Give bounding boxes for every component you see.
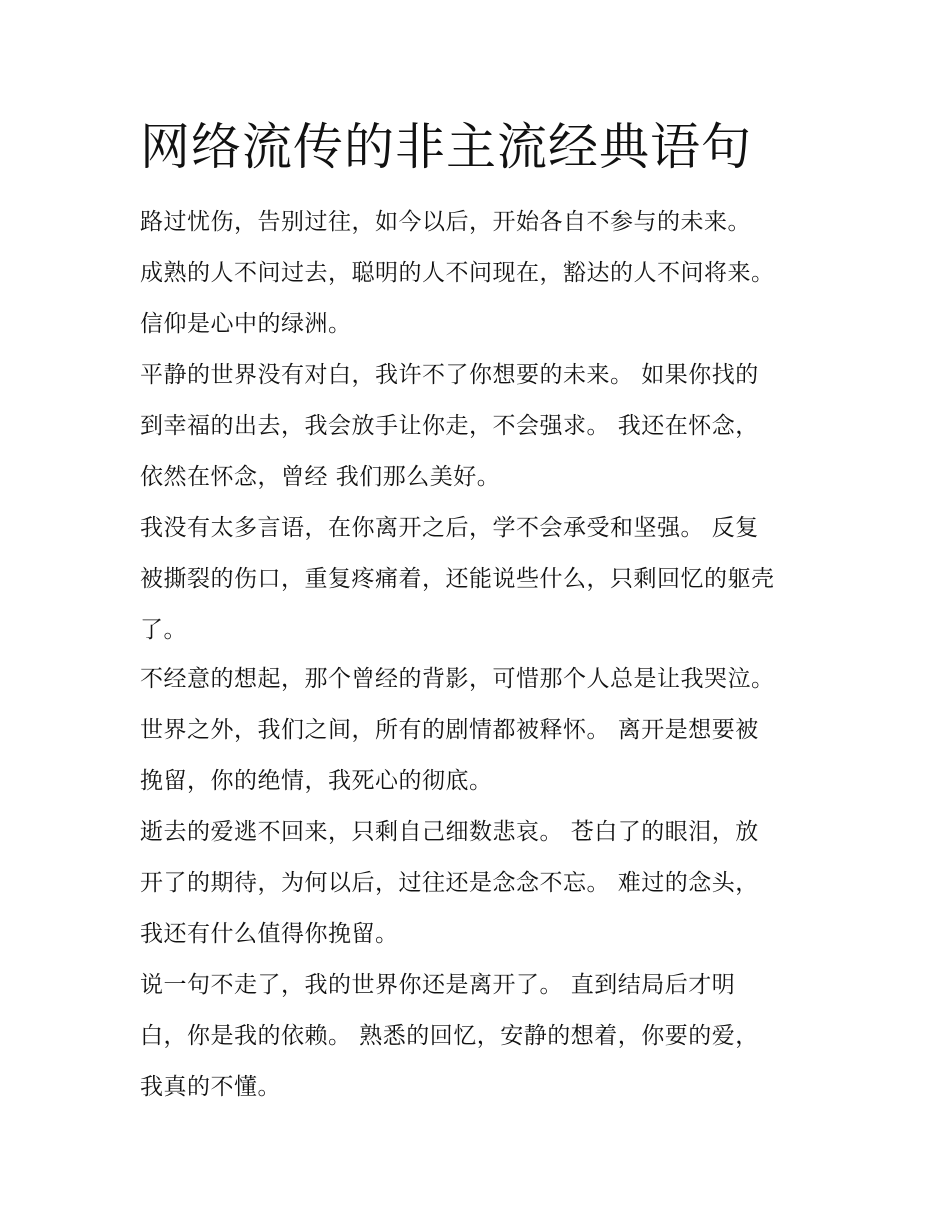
text-line: 我真的不懂。	[140, 1074, 281, 1100]
text-line: 我没有太多言语，在你离开之后，学不会承受和坚强。 反复	[140, 515, 759, 541]
text-line: 依然在怀念，曾经 我们那么美好。	[140, 464, 501, 490]
text-line: 逝去的爱逃不回来，只剩自己细数悲哀。 苍白了的眼泪，放	[140, 819, 759, 845]
text-line: 到幸福的出去，我会放手让你走，不会强求。 我还在怀念，	[140, 413, 759, 439]
text-line: 开了的期待，为何以后，过往还是念念不忘。 难过的念头，	[140, 870, 759, 896]
text-line: 被撕裂的伤口，重复疼痛着，还能说些什么，只剩回忆的躯壳	[140, 566, 775, 592]
text-line: 我还有什么值得你挽留。	[140, 921, 399, 947]
text-line: 挽留，你的绝情，我死心的彻底。	[140, 768, 493, 794]
text-line: 世界之外，我们之间，所有的剧情都被释怀。 离开是想要被	[140, 717, 759, 743]
text-line: 白，你是我的依赖。 熟悉的回忆，安静的想着，你要的爱，	[140, 1023, 759, 1049]
text-line: 成熟的人不问过去，聪明的人不问现在，豁达的人不问将来。	[140, 260, 775, 286]
text-line: 路过忧伤，告别过往，如今以后，开始各自不参与的未来。	[140, 209, 751, 235]
text-line: 信仰是心中的绿洲。	[140, 311, 352, 337]
document-title: 网络流传的非主流经典语句	[140, 118, 752, 176]
text-line: 了。	[140, 617, 187, 643]
text-line: 说一句不走了，我的世界你还是离开了。 直到结局后才明	[140, 972, 736, 998]
text-line: 平静的世界没有对白，我许不了你想要的未来。 如果你找的	[140, 362, 759, 388]
text-line: 不经意的想起，那个曾经的背影，可惜那个人总是让我哭泣。	[140, 666, 775, 692]
